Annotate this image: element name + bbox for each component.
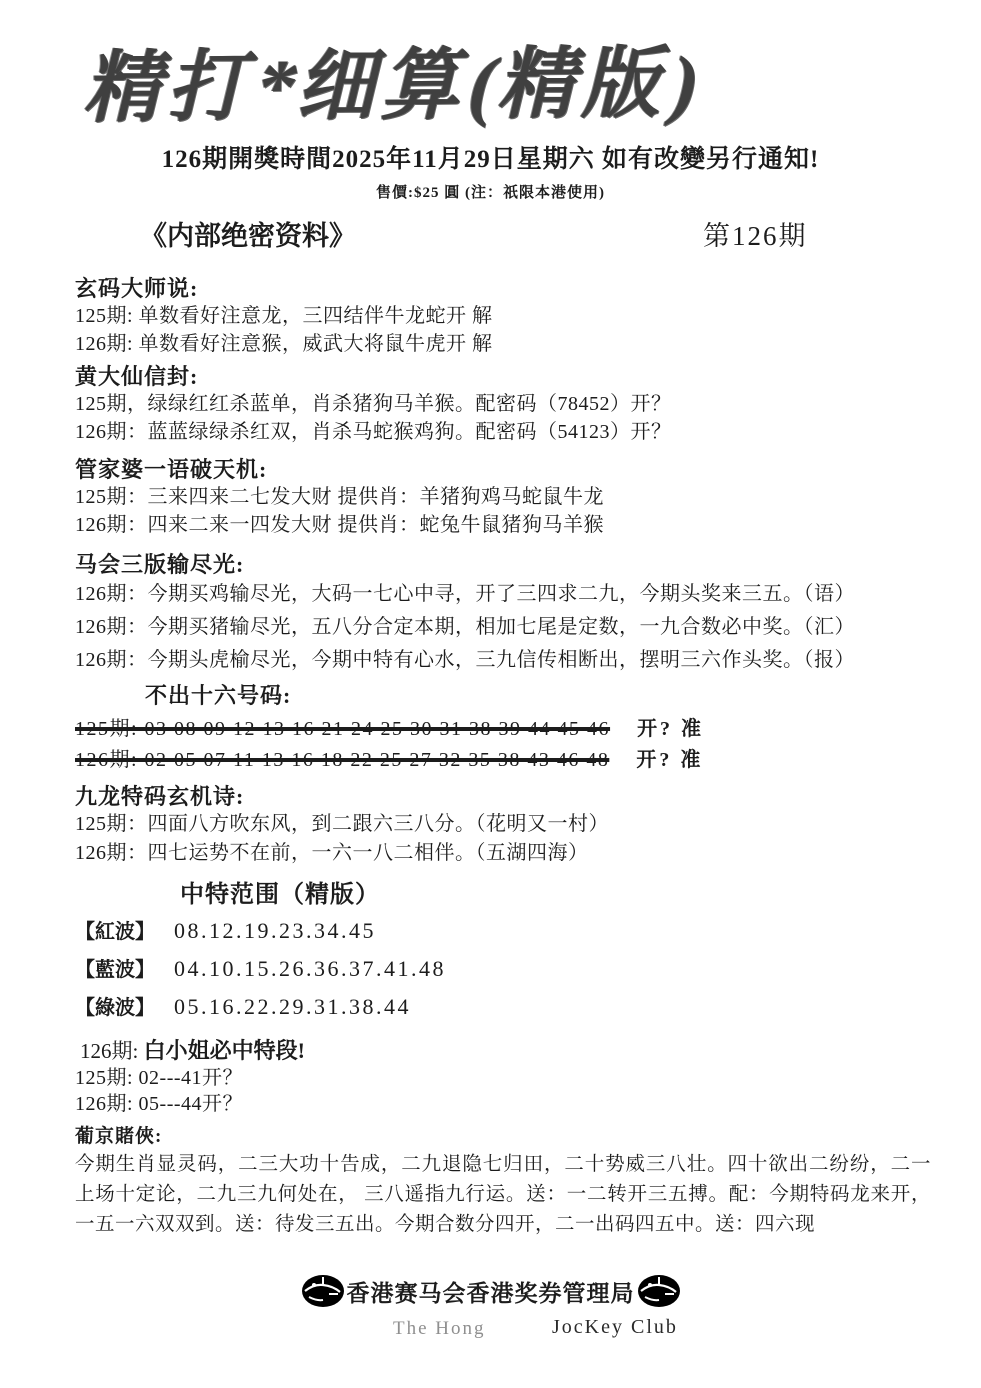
price-note: 售價:$25 圓 (注：祇限本港使用) [376,185,605,201]
section-sixteen-numbers [75,683,931,770]
section-title: 不出十六号码: [145,683,292,708]
footer-english-right: JocKey Club [552,1316,678,1338]
wave-label: 【紅波】 [75,921,155,943]
section-wong-tai-sin [75,364,931,446]
tip-line: 125期，绿绿红红杀蓝单，肖杀猪狗马羊猴。配密码（78452）开？ [75,393,672,415]
section-title: 黄大仙信封: [75,364,199,389]
section-title: 玄码大师说: [75,276,199,301]
struck-number-row [75,750,931,770]
section-mahui-sanban [75,552,931,677]
wave-row-red [75,917,931,946]
footer-organization-name: 香港赛马会香港奖券管理局 [346,1280,635,1306]
section-title: 葡京賭俠: [75,1126,163,1147]
section-pujing-duxia [75,1126,931,1240]
tip-line: 125期：四面八方吹东风，到二跟六三八分。（花明又一村） [75,813,609,835]
jockey-club-seal-right-icon [636,1272,682,1310]
section-guanjiapo [75,457,931,539]
footer-organization-row [0,1272,981,1310]
struck-numbers: 126期: 02 05 07 11 13 16 18 22 25 27 32 35 38 43 46 48 [75,749,610,771]
issue-prefix: 126期: [80,1039,144,1063]
tip-line: 126期：今期头虎榆尽光，今期中特有心水，三九信传相断出，摆明三六作头奖。（报） [75,649,855,671]
calligraphy-masthead-title: 精打*细算(精版) [79,39,715,132]
section-kowloon-poem [75,784,931,868]
tipsheet-content [75,272,931,1240]
struck-numbers: 125期: 03 08 09 12 13 16 21 24 25 30 31 38 39 44 45 46 [75,718,611,740]
section-title: 马会三版输尽光: [75,552,245,577]
wave-numbers: 08.12.19.23.34.45 [174,918,376,943]
wave-row-blue [75,955,931,984]
draw-date-notice: 126期開獎時間2025年11月29日星期六 如有改變另行通知! [161,146,820,173]
tip-line: 125期: 单数看好注意龙，三四结伴牛龙蛇开 解 [75,305,493,327]
tip-line: 126期：四来二来一四发大财 提供肖：蛇兔牛鼠猪狗马羊猴 [75,514,604,536]
wave-label: 【藍波】 [75,959,155,981]
section-xuanma-master [75,276,931,358]
tip-line: 126期: 05---44开？ [75,1093,244,1115]
section-bai-xiao-jie [75,1034,931,1117]
tip-line: 125期: 02---41开？ [75,1067,244,1089]
wave-numbers: 04.10.15.26.36.37.41.48 [174,956,446,981]
row-result-suffix: 开? 准 [637,718,705,740]
tip-line: 126期: 单数看好注意猴，威武大将鼠牛虎开 解 [75,333,493,355]
section-title [80,1034,931,1065]
tip-line: 126期：四七运势不在前，一六一八二相伴。（五湖四海） [75,842,589,864]
wave-label: 【綠波】 [75,997,155,1019]
section-zhongte-range [75,882,931,1022]
headline: 白小姐必中特段! [143,1038,305,1063]
issue-number-label: 第126期 [703,221,808,251]
tip-line: 126期：蓝蓝绿绿杀红双，肖杀马蛇猴鸡狗。配密码（54123）开？ [75,421,672,443]
struck-number-row [75,719,931,739]
document-title: 《内部绝密资料》 [140,221,356,251]
wave-row-green [75,993,931,1022]
section-title: 管家婆一语破天机: [75,457,268,482]
row-result-suffix: 开? 准 [636,749,704,771]
footer-english-left: The Hong [393,1318,486,1339]
tip-line: 126期：今期买鸡输尽光，大码一七心中寻，开了三四求二九，今期头奖来三五。（语） [75,583,855,605]
wave-numbers: 05.16.22.29.31.38.44 [174,994,411,1019]
tip-line: 125期：三来四来二七发大财 提供肖：羊猪狗鸡马蛇鼠牛龙 [75,486,604,508]
section-title: 中特范围（精版） [180,882,380,908]
jockey-club-seal-left-icon [300,1272,346,1310]
pujing-verse-paragraph: 今期生肖显灵码，二三大功十告成，二九退隐七归田，二十势威三八壮。四十欲出二纷纷，二一上场十定论，二九三九何处在， 三八遥指九行运。送：一二转开三五搏。配：今期特码龙来开，一五一六双双到。送：待发三五出。今期合数分四开，二一出码四五中。送：四六现 [75,1154,931,1235]
section-title: 九龙特码玄机诗: [75,784,245,809]
tip-line: 126期：今期买猪输尽光，五八分合定本期，相加七尾是定数，一九合数必中奖。（汇） [75,616,855,638]
